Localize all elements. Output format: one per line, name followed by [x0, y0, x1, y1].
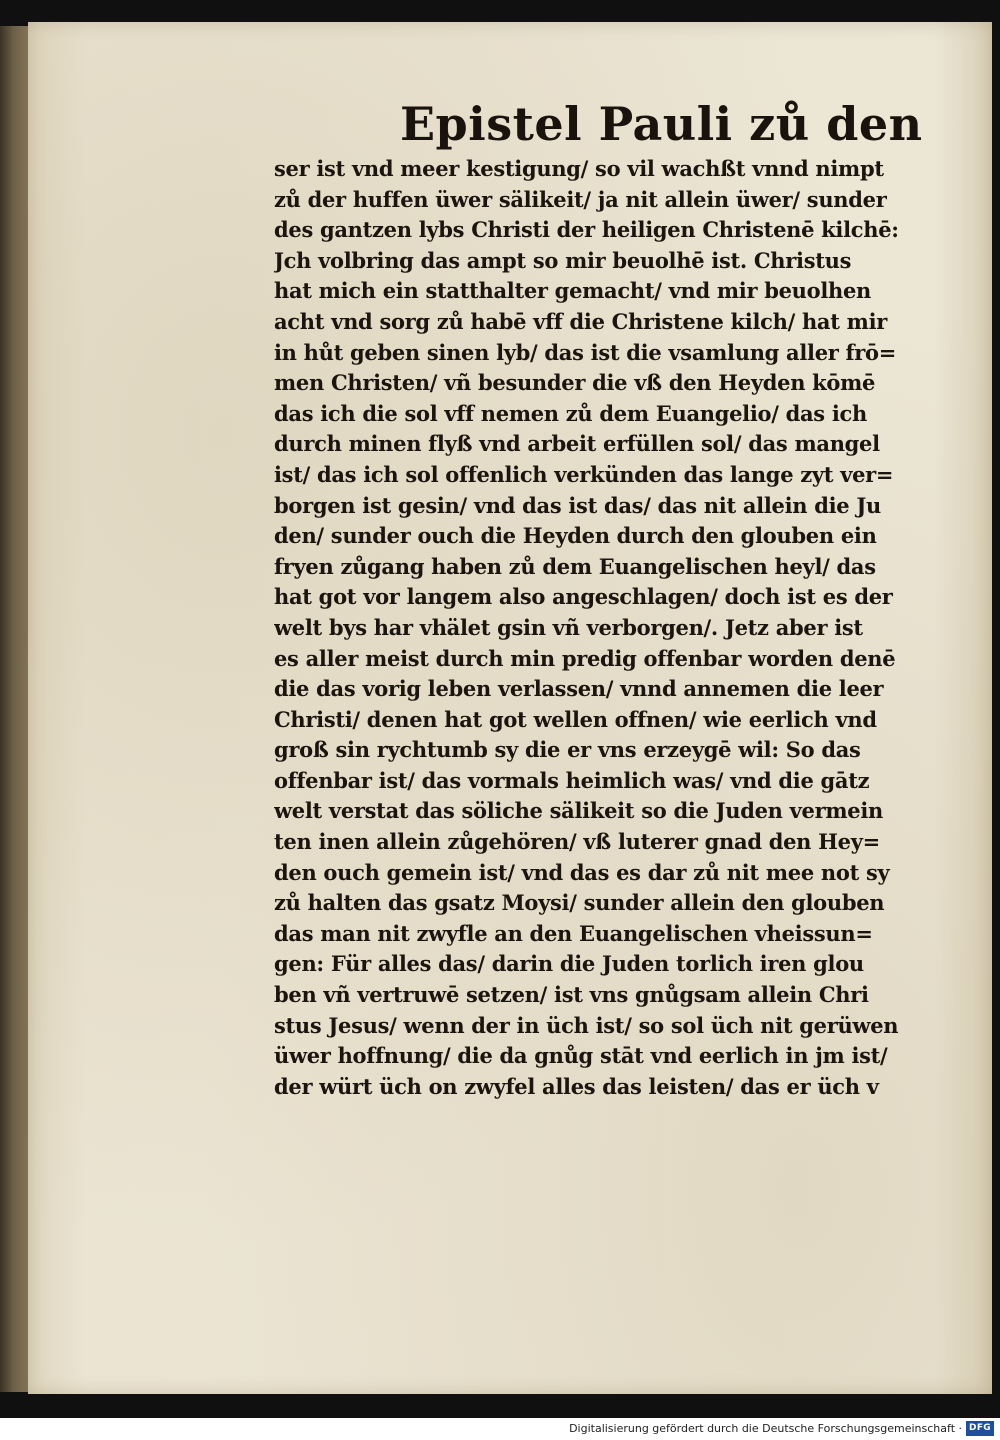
text-line: ser ist vnd meer kestigung/ so vil wachßt vnnd nimpt	[274, 156, 884, 181]
page-heading: Epistel Pauli zů den	[400, 97, 923, 151]
text-line: offenbar ist/ das vormals heimlich was/ vnd die gātz	[274, 767, 870, 793]
text-line: men Christen/ vñ besunder die vß den Heyden kōmē	[274, 370, 876, 396]
text-block	[274, 154, 950, 1102]
footer-bar	[0, 1418, 1000, 1440]
text-line: das ich die sol vff nemen zů dem Euangelio/ das ich	[274, 400, 867, 426]
book-page	[28, 22, 992, 1394]
text-line: hat got vor langem also angeschlagen/ doch ist es der	[274, 584, 893, 610]
text-line: groß sin rychtumb sy die er vns erzeygē wil: So das	[274, 737, 861, 763]
text-line: der würt üch on zwyfel alles das leisten/ das er üch v	[274, 1073, 879, 1099]
text-line: zů der huffen üwer sälikeit/ ja nit allein üwer/ sunder	[274, 186, 887, 212]
text-line: es aller meist durch min predig offenbar worden denē	[274, 645, 896, 671]
text-line: den ouch gemein ist/ vnd das es dar zů nit mee not sy	[274, 859, 890, 885]
text-line: borgen ist gesin/ vnd das ist das/ das nit allein die Ju	[274, 492, 881, 518]
text-line: üwer hoffnung/ die da gnůg stāt vnd eerlich in jm ist/	[274, 1043, 888, 1069]
text-line: in hůt geben sinen lyb/ das ist die vsamlung aller frō=	[274, 339, 897, 365]
text-line: ben vñ vertruwē setzen/ ist vns gnůgsam allein Chri	[274, 982, 869, 1008]
text-line: des gantzen lybs Christi der heiligen Christenē kilchē:	[274, 217, 899, 243]
text-line: hat mich ein statthalter gemacht/ vnd mir beuolhen	[274, 278, 872, 304]
text-line: gen: Für alles das/ darin die Juden torlich iren glou	[274, 951, 864, 977]
text-line: Jch volbring das ampt so mir beuolhē ist. Christus	[274, 247, 852, 273]
text-line: stus Jesus/ wenn der in üch ist/ so sol üch nit gerüwen	[274, 1012, 899, 1038]
text-line: welt bys har vhälet gsin vñ verborgen/. Jetz aber ist	[274, 614, 863, 640]
text-line: Christi/ denen hat got wellen offnen/ wie eerlich vnd	[274, 706, 877, 732]
text-line: den/ sunder ouch die Heyden durch den glouben ein	[274, 523, 877, 549]
dfg-logo-icon: DFG	[966, 1421, 994, 1436]
text-line: acht vnd sorg zů habē vff die Christene kilch/ hat mir	[274, 308, 888, 334]
text-line: durch minen flyß vnd arbeit erfüllen sol/ das mangel	[274, 431, 880, 457]
text-line: ten inen allein zůgehören/ vß luterer gnad den Hey=	[274, 829, 880, 855]
text-line: zů halten das gsatz Moysi/ sunder allein den glouben	[274, 890, 885, 916]
text-line: die das vorig leben verlassen/ vnnd annemen die leer	[274, 676, 884, 702]
text-line: fryen zůgang haben zů dem Euangelischen heyl/ das	[274, 553, 876, 579]
text-line: welt verstat das söliche sälikeit so die Juden vermein	[274, 798, 883, 824]
funding-credit: Digitalisierung gefördert durch die Deutsche Forschungsgemeinschaft ·	[569, 1422, 962, 1435]
text-line: das man nit zwyfle an den Euangelischen vheissun=	[274, 920, 873, 946]
text-line: ist/ das ich sol offenlich verkünden das lange zyt ver=	[274, 461, 894, 487]
